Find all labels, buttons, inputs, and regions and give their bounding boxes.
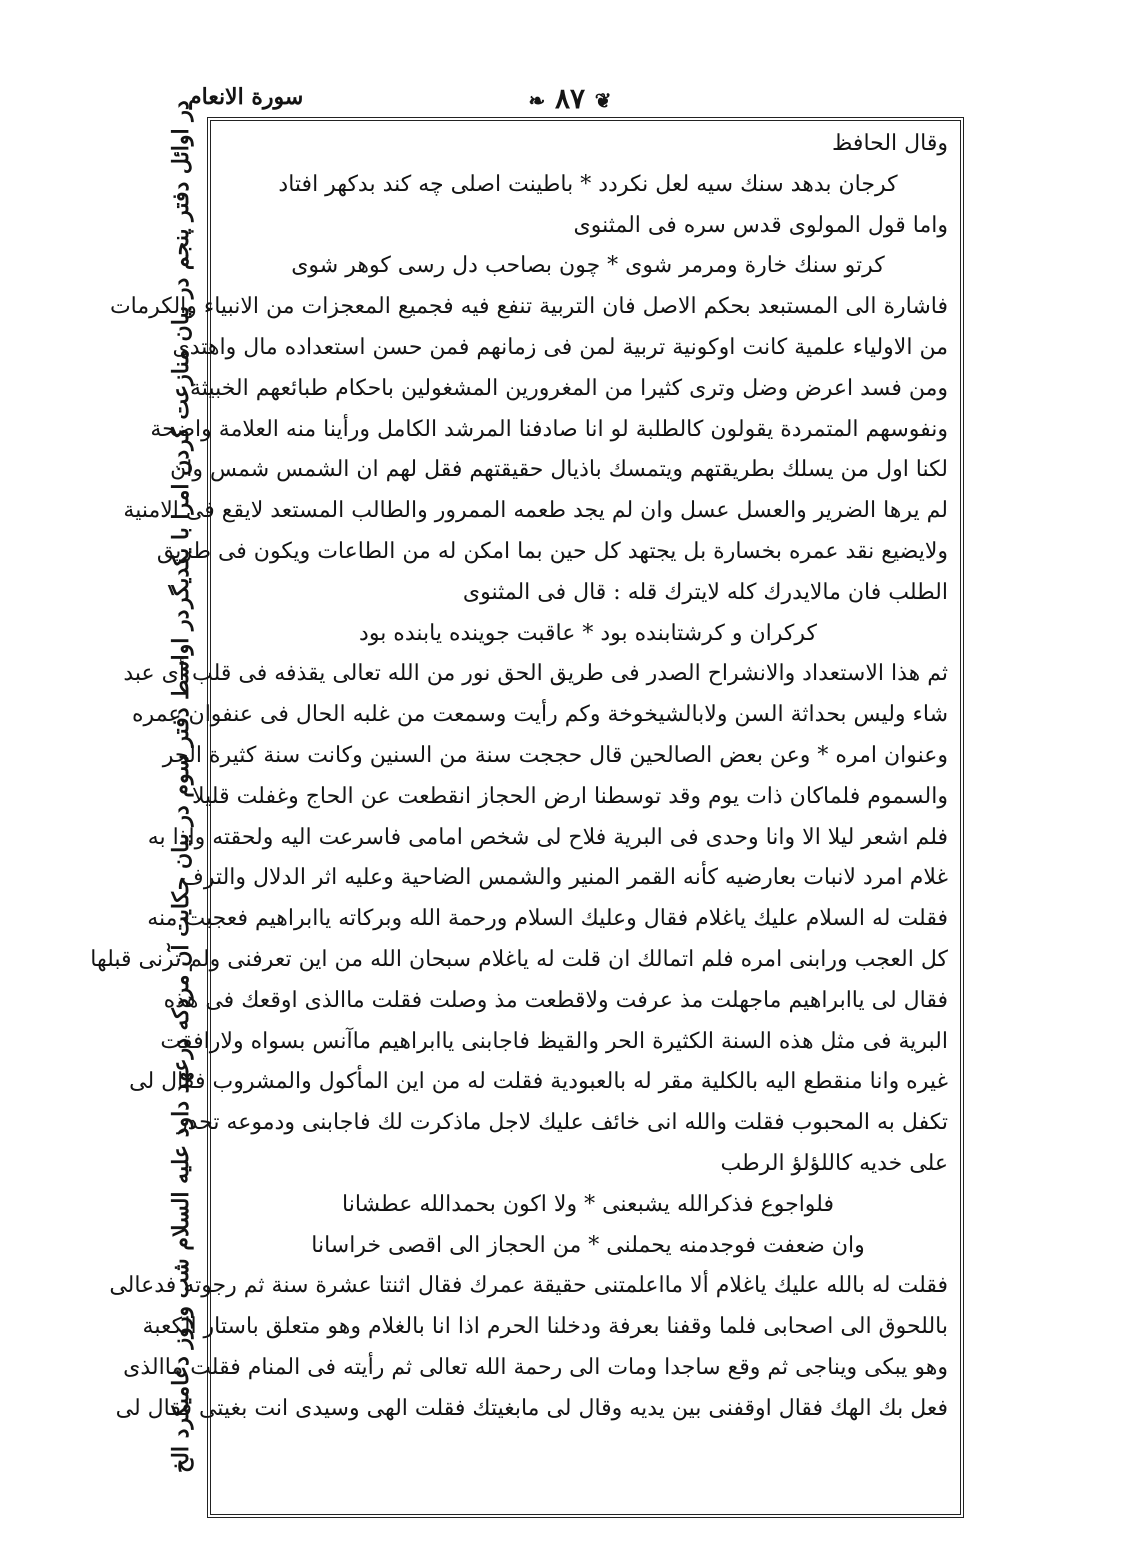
text-line: ومن فسد اعرض وضل وترى كثيرا من المغرورين المشغولين باحكام طبائعهم الخبيثة <box>190 375 948 401</box>
text-line: شاء وليس بحداثة السن ولابالشيخوخة وكم رأيت وسمعت من غلبه الحال فى عنفوان عمره <box>132 702 948 728</box>
verse-line: كرجان بدهد سنك سيه لعل نكردد * باطينت اصلى چه كند بدكهر افتاد <box>278 171 898 197</box>
text-line: ثم هذا الاستعداد والانشراح الصدر فى طريق الحق نور من الله تعالى يقذفه فى قلب أى عبد <box>123 661 948 687</box>
margin-note-top: در اوائل دفتر پنجم در بیان منازعت کردن امرا با یکدیگر <box>168 100 194 608</box>
text-line: وهو يبكى ويناجى ثم وقع ساجدا ومات الى رحمة الله تعالى ثم رأيته فى المنام فقلت ماالذى <box>123 1354 948 1380</box>
text-line: فعل بك الهك فقال اوقفنى بين يديه وقال لى مابغيتك فقلت الهى وسيدى انت بغيتى فقال لى <box>115 1395 948 1421</box>
text-line: فاشارة الى المستبعد بحكم الاصل فان التربية تنفع فيه فجميع المعجزات من الانبياء والكرمات <box>109 294 948 320</box>
text-line: والسموم فلماكان ذات يوم وقد توسطنا ارض الحجاز انقطعت عن الحاج وغفلت قليلا <box>192 783 948 809</box>
text-line: وقال الحافظ <box>832 131 948 156</box>
text-line: ونفوسهم المتمردة يقولون كالطلبة لو انا صادفنا المرشد الكامل ورأينا منه العلامة واضحة <box>150 416 948 442</box>
text-line: فقلت له السلام عليك ياغلام فقال وعليك السلام ورحمة الله وبركاته ياابراهيم فعجبت منه <box>147 906 948 932</box>
text-line: كل العجب ورابنى امره فلم اتمالك ان قلت له ياغلام سبحان الله من اين تعرفنى ولم ترنى قبلها <box>90 946 948 972</box>
text-line: غيره وانا منقطع اليه بالكلية مقر له بالعبودية فقلت له من اين المأكول والمشروب فقال لى <box>129 1069 948 1095</box>
text-line: باللحوق الى اصحابى فلما وقفنا بعرفة ودخلنا الحرم اذا انا بالغلام وهو متعلق باستار الكعبة <box>142 1314 948 1340</box>
verse-line: كرتو سنك خارة ومرمر شوى * چون بصاحب دل رسى كوهر شوى <box>291 253 885 279</box>
text-line: غلام امرد لانبات بعارضيه كأنه القمر المنير والشمس الضاحية وعليه اثر الدلال والترف <box>181 865 948 891</box>
text-line: البرية فى مثل هذه السنة الكثيرة الحر والقيظ فاجابنى ياابراهيم ماآنس بسواه ولارافقت <box>160 1028 948 1054</box>
text-line: على خديه كاللؤلؤ الرطب <box>720 1150 948 1176</box>
verse-line: وان ضعفت فوجدمنه يحملنى * من الحجاز الى اقصى خراسانا <box>311 1232 865 1258</box>
text-line: فقلت له بالله عليك ياغلام ألا مااعلمتنى حقيقة عمرك فقال اثنتا عشرة سنة ثم رجوته فدعالى <box>109 1273 948 1299</box>
text-line: من الاولياء علمية كانت اوكونية تربية لمن فى زمانهم فمن حسن استعداده مال واهتدى <box>172 334 948 360</box>
text-line: واما قول المولوى قدس سره فى المثنوى <box>573 212 948 238</box>
text-line: فقال لى ياابراهيم ماجهلت مذ عرفت ولاقطعت مذ وصلت فقلت ماالذى اوقعك فى هذه <box>163 987 948 1013</box>
text-line: تكفل به المحبوب فقلت والله انى خائف عليك لاجل ماذكرت لك فاجابنى ودموعه تحدر <box>176 1110 948 1136</box>
text-line: فلم اشعر ليلا الا وانا وحدى فى البرية فلاح لى شخص امامى فاسرعت اليه ولحقته واذا به <box>147 824 948 850</box>
surah-title: سورة الانعام <box>188 84 304 110</box>
text-line: لم يرها الضرير والعسل عسل وان لم يجد طعمه الممرور والطالب المستعد لايقع فى الامنية <box>123 498 948 524</box>
ornament-left-icon: ❦ <box>594 88 612 113</box>
verse-line: فلواجوع فذكرالله يشبعنى * ولا اكون بحمدالله عطشانا <box>342 1191 834 1217</box>
text-line: ولايضيع نقد عمره بخسارة بل يجتهد كل حين بما امكن له من الطاعات ويكون فى طريق <box>156 538 948 564</box>
page-number-value: ٨٧ <box>554 82 586 115</box>
text-line: لكنا اول من يسلك بطريقتهم ويتمسك باذيال حقيقتهم فقل لهم ان الشمس شمس وان <box>170 457 948 483</box>
text-line: وعنوان امره * وعن بعض الصالحين قال حججت سنة من السنين وكانت سنة كثيرة الحر <box>162 742 948 768</box>
page-header <box>180 78 960 118</box>
margin-note-bottom: در اواسط دفتر سوم در بیان حکایت آن مردکه درعهد داود علیه السلام شب وروز دعامیکرد الخ <box>168 610 194 1474</box>
verse-line: كركران و كرشتابنده بود * عاقبت جوينده يابنده بود <box>359 620 817 646</box>
ornament-right-icon: ❧ <box>528 88 546 113</box>
text-line: الطلب فان مالايدرك كله لايترك قله : قال فى المثنوى <box>462 579 948 605</box>
